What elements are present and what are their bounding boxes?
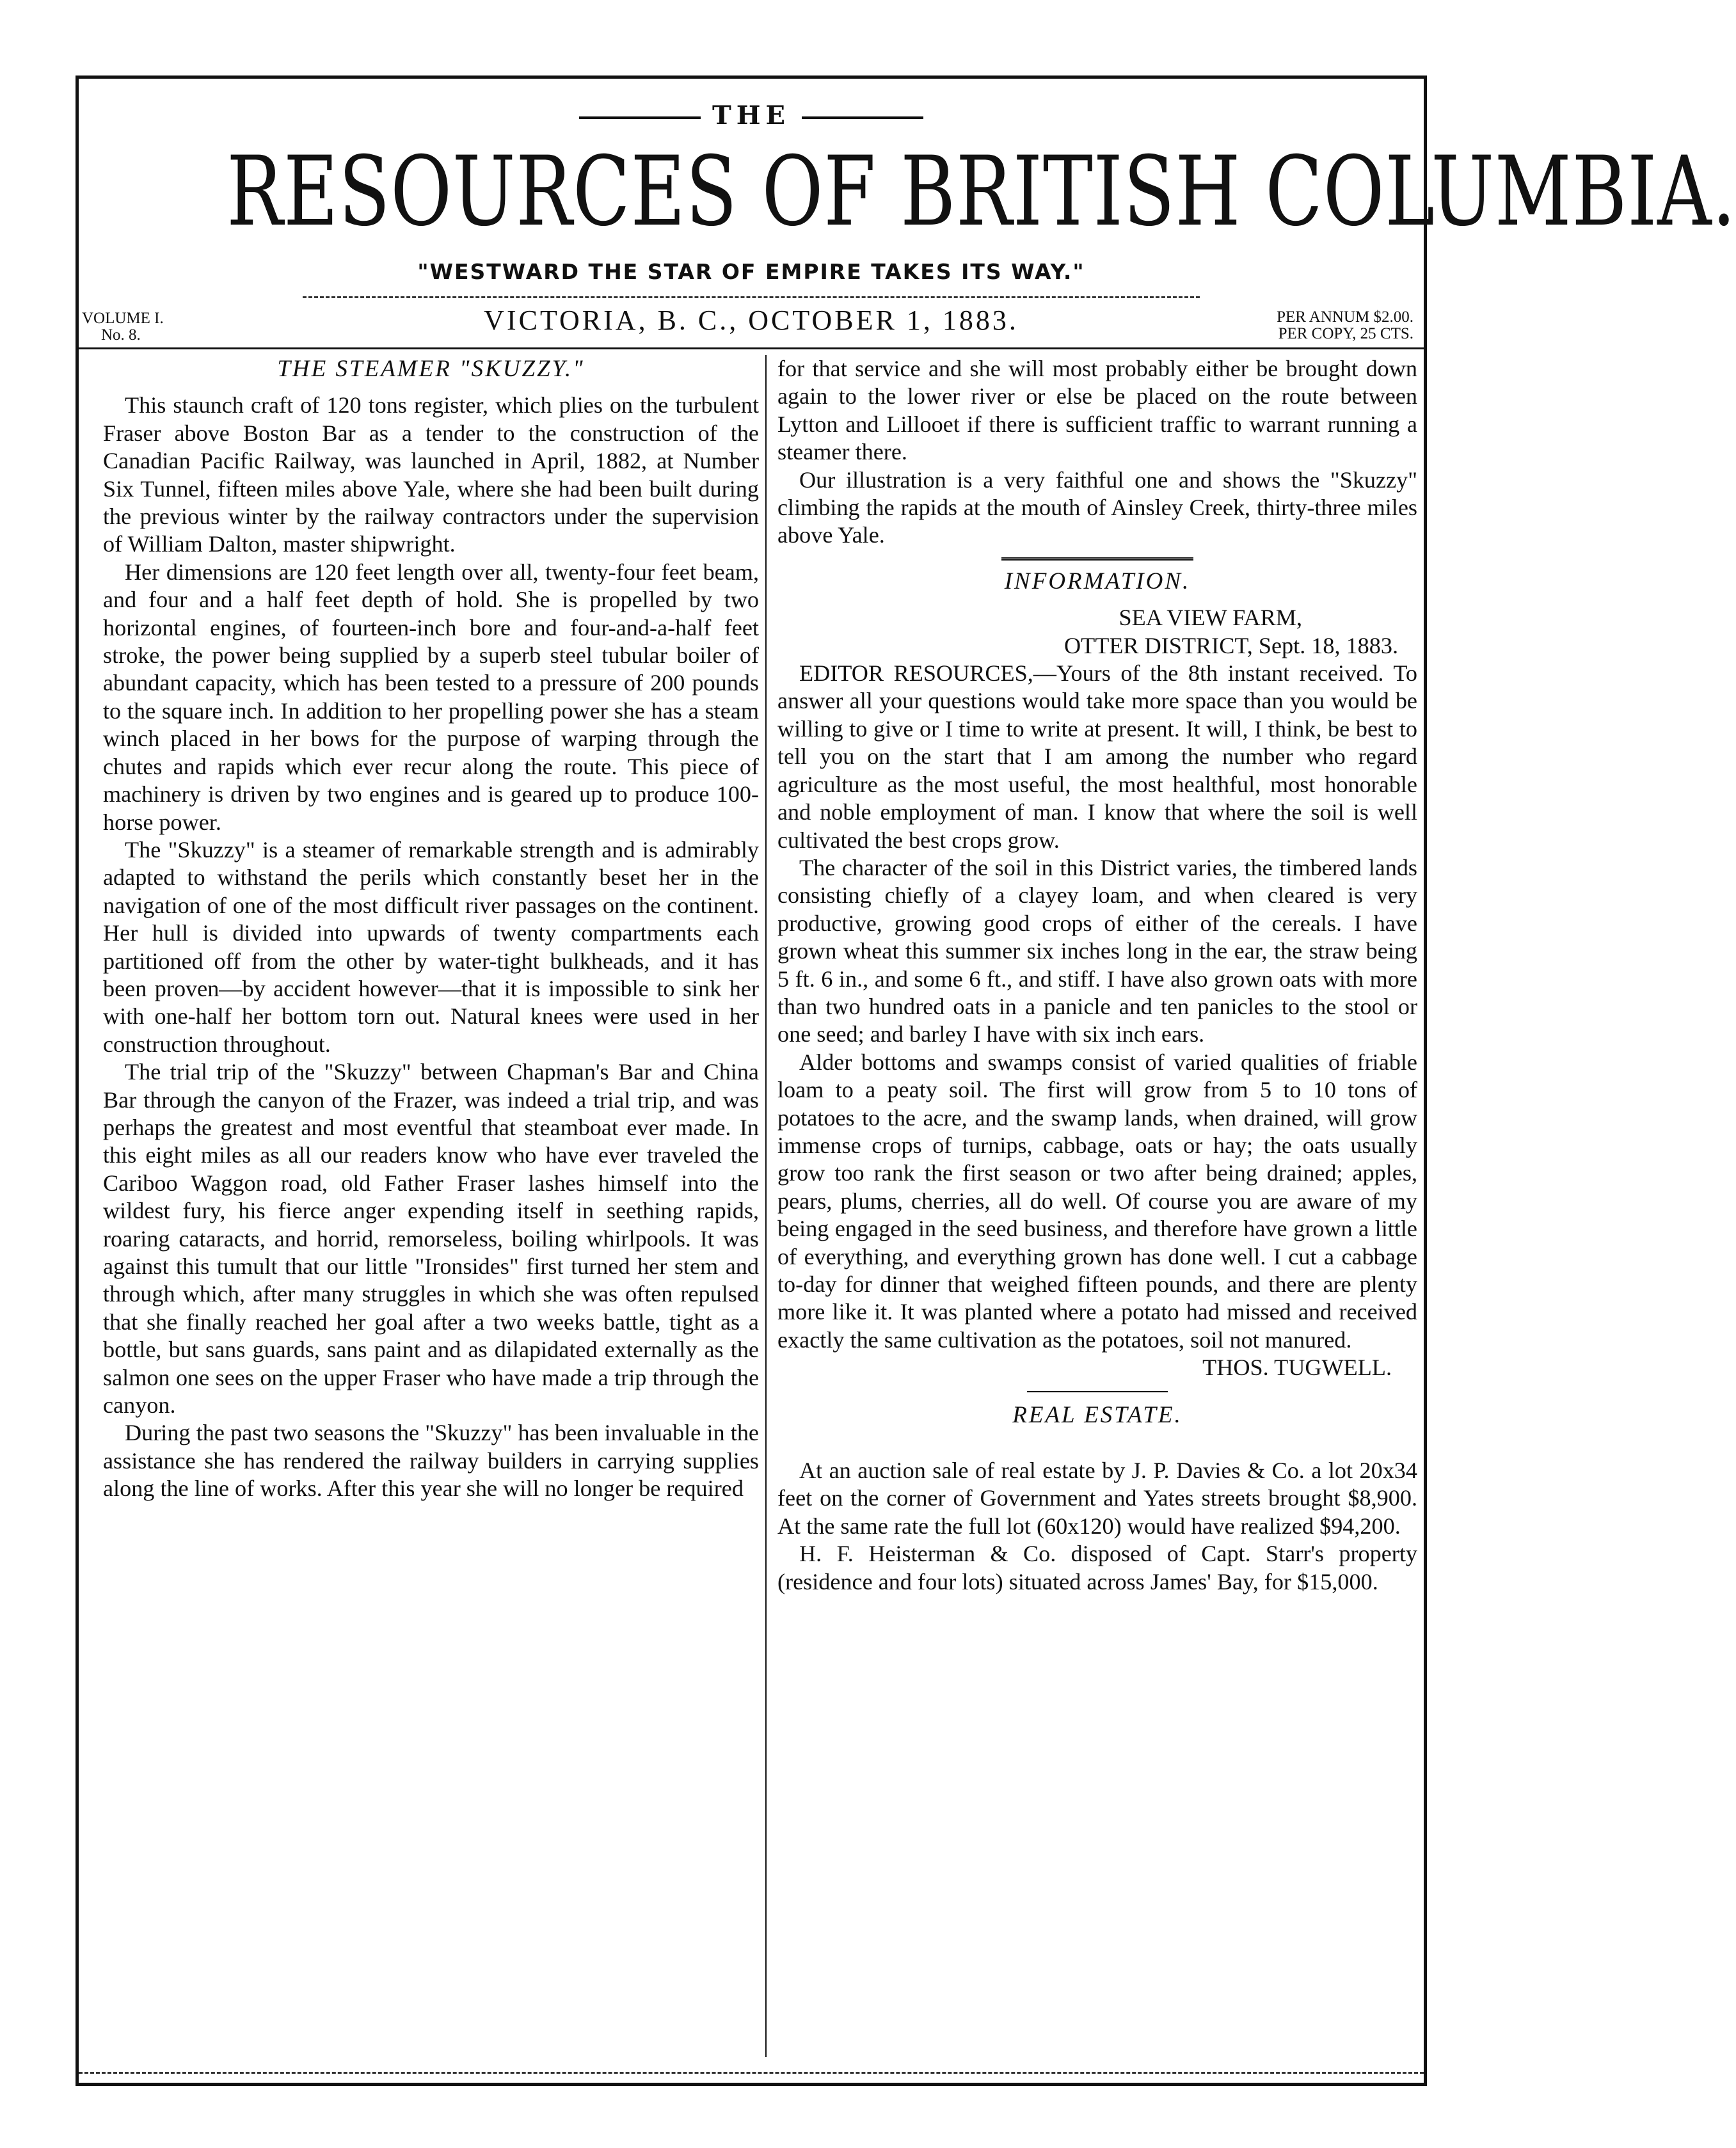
ornament-line-right <box>802 116 923 119</box>
article-paragraph: During the past two seasons the "Skuzzy" has been invaluable in the assistance she has rendered the railway builders in carrying supplies along the line of works. After this year she will no longer be required <box>103 1420 759 1502</box>
letter-paragraph: Alder bottoms and swamps consist of varied qualities of friable loam to a peaty soil. The first will grow from 5 to 10 tons of potatoes to the acre, and the swamp lands, when drained, will grow immense crops of turnips, cabbage, oats or hay; the oats usually grow too rank the first season or two after being drained; apples, pears, plums, cherries, all do well. Of course you are aware of my being engaged in the seed business, and therefore have grown a little of everything, and everything grown has done well. I cut a cabbage to-day for dinner that weighed fifteen pounds, and there are plenty more like it. It was planted where a potato had missed and received exactly the same cultivation as the potatoes, soil not manured. <box>777 1049 1417 1353</box>
article-paragraph: H. F. Heisterman & Co. disposed of Capt. Starr's property (residence and four lots) situated across James' Bay, for $15,000. <box>777 1541 1417 1595</box>
footer-rule <box>79 2072 1424 2074</box>
article-paragraph: for that service and she will most probably either be brought down again to the lower river or else be placed on the route between Lytton and Lillooet if there is sufficient traffic to warrant running a steamer there. <box>777 356 1417 465</box>
article-paragraph: The "Skuzzy" is a steamer of remarkable strength and is admirably adapted to withstand the perils which constantly beset her in the navigation of one of the most difficult river passages on the continent. Her hull is divided into upwards of twenty compartments each partitioned off from the other by water-tight bulkheads, and it has been proven—by accident however—that it is impossible to sink her with one-half her bottom torn out. Natural knees were used in her construction throughout. <box>103 836 759 1057</box>
dateline: VICTORIA, B. C., OCTOBER 1, 1883. <box>484 305 1019 336</box>
price-copy: PER COPY, 25 CTS. <box>1278 325 1413 342</box>
article-heading-skuzzy: THE STEAMER "SKUZZY." <box>277 356 585 382</box>
column-divider <box>765 355 767 2057</box>
ornament-word: THE <box>712 100 791 131</box>
letter-address-line1: SEA VIEW FARM, <box>1119 605 1302 631</box>
letter-address-line2: OTTER DISTRICT, Sept. 18, 1883. <box>1063 632 1398 658</box>
masthead-divider <box>303 296 1200 298</box>
issue-number: No. 8. <box>101 326 141 344</box>
volume-label: VOLUME I. <box>82 310 164 327</box>
spacer <box>777 1438 1417 1457</box>
right-column <box>777 355 1417 1596</box>
masthead-motto: "WESTWARD THE STAR OF EMPIRE TAKES ITS WAY." <box>417 259 1085 284</box>
header-rule <box>79 347 1424 349</box>
left-column <box>103 355 759 1503</box>
letter-signature: THOS. TUGWELL. <box>1202 1355 1392 1381</box>
letter-paragraph: The character of the soil in this District varies, the timbered lands consisting chiefly of a clayey loam, and when cleared is very productive, growing good crops of either of the cereals. I have grown wheat this summer six inches long in the ear, the straw being 5 ft. 6 in., and some 6 ft., and stiff. I have also grown oats with more than two hundred oats in a panicle and ten panicles to the stool or one seed; and barley I have with six inch ears. <box>777 854 1417 1047</box>
price-info <box>1277 309 1413 342</box>
article-heading-real-estate: REAL ESTATE. <box>1012 1401 1183 1428</box>
masthead-ornament <box>79 100 1424 131</box>
price-annum: PER ANNUM $2.00. <box>1277 308 1413 326</box>
ornament-line-left <box>579 116 701 119</box>
section-rule <box>1027 1391 1168 1392</box>
article-paragraph: Our illustration is a very faithful one and shows the "Skuzzy" climbing the rapids at the mouth of Ainsley Creek, thirty-three miles above Yale. <box>777 466 1417 548</box>
newspaper-page <box>76 76 1736 2086</box>
letter-paragraph: EDITOR RESOURCES,—Yours of the 8th instant received. To answer all your questions would take more space than you would be willing to give or I time to write at present. It will, I think, be best to tell you on the start that I am among the number who regard agriculture as the most useful, the most healthful, most honorable and noble employment of man. I know that where the soil is well cultivated the best crops grow. <box>777 660 1417 853</box>
article-paragraph: Her dimensions are 120 feet length over all, twenty-four feet beam, and four and a half feet depth of hold. She is propelled by two horizontal engines, of fourteen-inch bore and four-and-a-half feet stroke, the power being supplied by a superb steel tubular boiler of abundant capacity, which has been tested to a pressure of 200 pounds to the square inch. In addition to her propelling power she has a steam winch placed in her bows for the purpose of warping through the chutes and rapids which ever recur along the route. This piece of machinery is driven by two engines and is geared up to produce 100-horse power. <box>103 559 759 835</box>
section-rule <box>1001 557 1193 562</box>
masthead-title: RESOURCES OF BRITISH COLUMBIA. <box>227 136 1736 248</box>
article-paragraph: At an auction sale of real estate by J. P. Davies & Co. a lot 20x34 feet on the corner of Government and Yates streets brought $8,900. At the same rate the full lot (60x120) would have realized $94,200. <box>777 1458 1417 1539</box>
article-paragraph: This staunch craft of 120 tons register, which plies on the turbulent Fraser above Boston Bar as a tender to the construction of the Canadian Pacific Railway, was launched in April, 1882, at Number Six Tunnel, fifteen miles above Yale, where she had been built during the previous winter by the railway contractors under the supervision of William Dalton, master shipwright. <box>103 392 759 557</box>
article-paragraph: The trial trip of the "Skuzzy" between Chapman's Bar and China Bar through the canyon of the Frazer, was indeed a trial trip, and was perhaps the greatest and most eventful that steamboat ever made. In this eight miles as all our readers know who have ever traveled the Cariboo Waggon road, old Father Fraser lashes himself into the wildest fury, his fierce anger expending itself in seething rapids, roaring cataracts, and horrid, remorseless, boiling whirlpools. It was against this tumult that our little "Ironsides" first turned her stem and through which, after many struggles in which she was often repulsed that she finally reached her goal after a two weeks battle, tight as a bottle, but sans guards, sans paint and as dilapidated externally as the salmon one sees on the upper Fraser who have made a trip through the canyon. <box>103 1059 759 1419</box>
article-heading-information: INFORMATION. <box>1004 568 1191 594</box>
